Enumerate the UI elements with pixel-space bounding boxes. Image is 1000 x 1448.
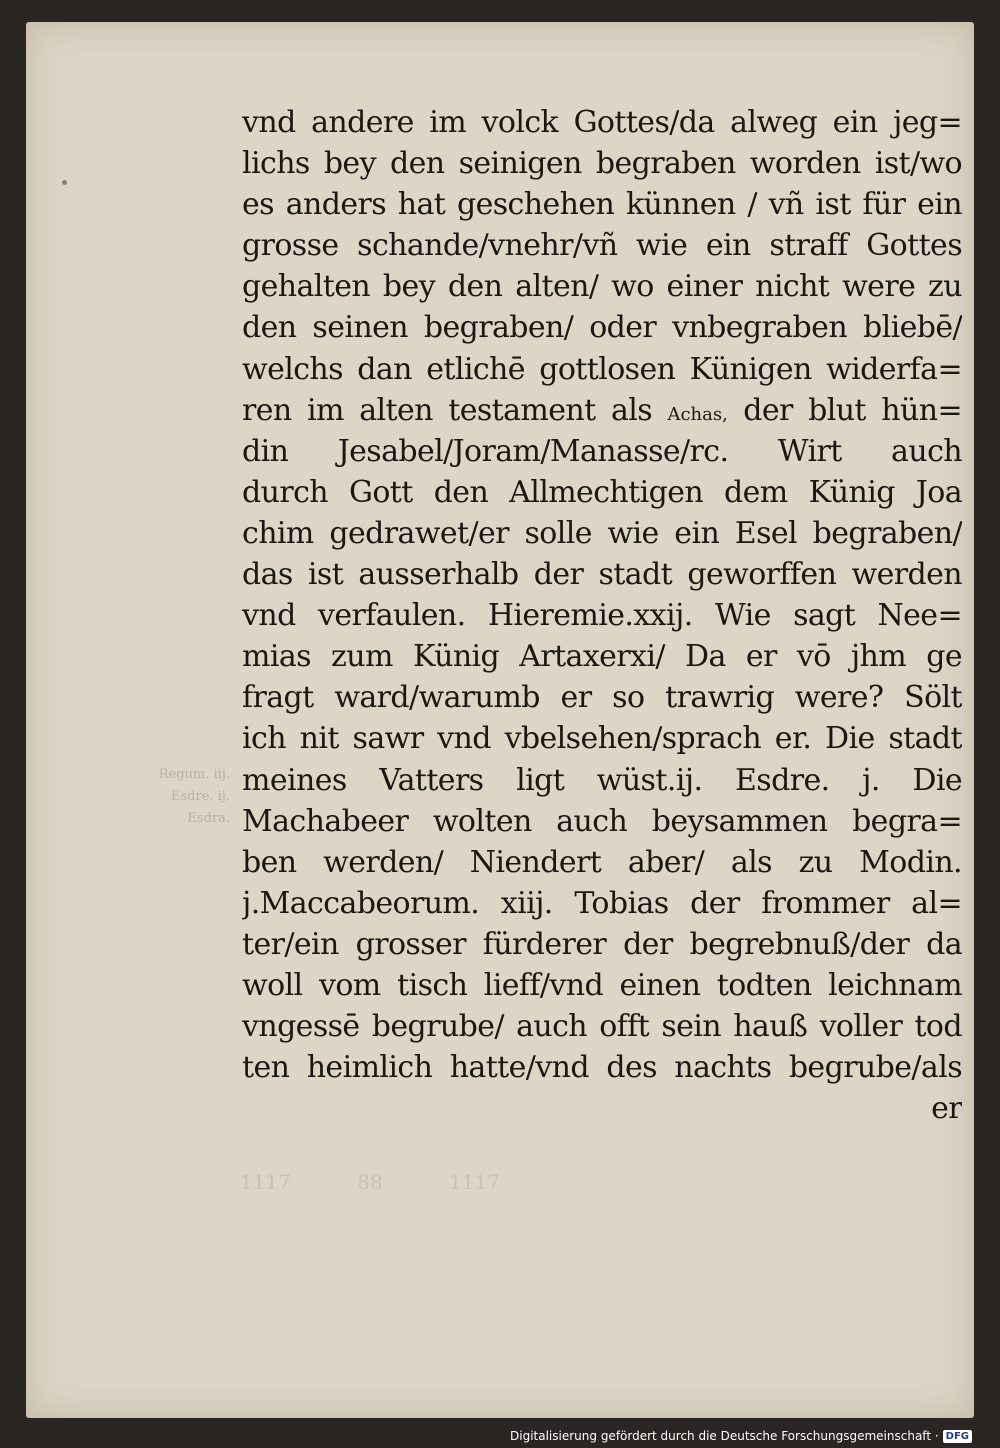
text-line-20: j.Maccabeorum. xiij. Tobias der frommer al= <box>242 885 962 921</box>
text-line-24: ten heimlich hatte/vnd des nachts begrube/als <box>242 1050 962 1086</box>
text-line-14: mias zum Künig Artaxerxi/ Da er vō jhm ge <box>242 639 962 675</box>
page-speck <box>62 180 67 185</box>
name-achas: Achas, <box>667 403 728 425</box>
dfg-logo-icon: DFG <box>943 1430 972 1443</box>
catchword: er <box>931 1091 962 1127</box>
text-line-3: es anders hat geschehen künnen / vñ ist für ein <box>242 187 962 223</box>
text-line-10: durch Gott den Allmechtigen dem Künig Joa <box>242 474 962 510</box>
text-line-8-tail: der blut hün= <box>727 392 962 428</box>
text-line-17: meines Vatters ligt wüst.ij. Esdre. j. Die <box>242 762 962 798</box>
text-line-22: woll vom tisch lieff/vnd einen todten leichnam <box>242 967 962 1003</box>
text-line-21: ter/ein grosser fürderer der begrebnuß/der da <box>242 926 962 962</box>
text-line-18: Machabeer wolten auch beysammen begra= <box>242 803 962 839</box>
text-line-6: den seinen begraben/ oder vnbegraben bliebē/ <box>242 310 962 346</box>
text-line-16: ich nit sawr vnd vbelsehen/sprach er. Die stadt <box>242 721 962 757</box>
text-line-2: lichs bey den seinigen begraben worden ist/wo <box>242 146 962 182</box>
bleed-through-numbers: 1117 88 1117 <box>240 1170 500 1194</box>
main-text-column <box>242 102 962 1129</box>
text-line-19: ben werden/ Niendert aber/ als zu Modin. <box>242 844 962 880</box>
text-line-11: chim gedrawet/er solle wie ein Esel begraben/ <box>242 515 962 551</box>
footer-credit-text: Digitalisierung gefördert durch die Deutsche Forschungsgemeinschaft · <box>510 1429 939 1443</box>
text-line-12: das ist ausserhalb der stadt geworffen werden <box>242 557 962 593</box>
text-line-8 <box>242 390 962 431</box>
text-line-5: gehalten bey den alten/ wo einer nicht were zu <box>242 269 962 305</box>
text-line-4: grosse schande/vnehr/vñ wie ein straff Gottes <box>242 228 962 264</box>
digitization-footer <box>0 1426 1000 1448</box>
text-line-13: vnd verfaulen. Hieremie.xxij. Wie sagt Nee= <box>242 598 962 634</box>
text-line-9: din Jesabel/Joram/Manasse/rc. Wirt auch <box>242 433 962 469</box>
text-line-23: vngessē begrube/ auch offt sein hauß voller tod <box>242 1009 962 1045</box>
text-line-1: vnd andere im volck Gottes/da alweg ein jeg= <box>242 105 962 140</box>
text-line-8-head: ren im alten testament als <box>242 392 668 428</box>
footer-credit <box>510 1429 972 1443</box>
text-line-15: fragt ward/warumb er so trawrig were? Sölt <box>242 680 962 716</box>
marginal-note-bleed: Regum. iij. Esdre. ij. Esdra. <box>158 767 230 826</box>
text-line-7: welchs dan etlichē gottlosen Künigen widerfa= <box>242 351 962 387</box>
